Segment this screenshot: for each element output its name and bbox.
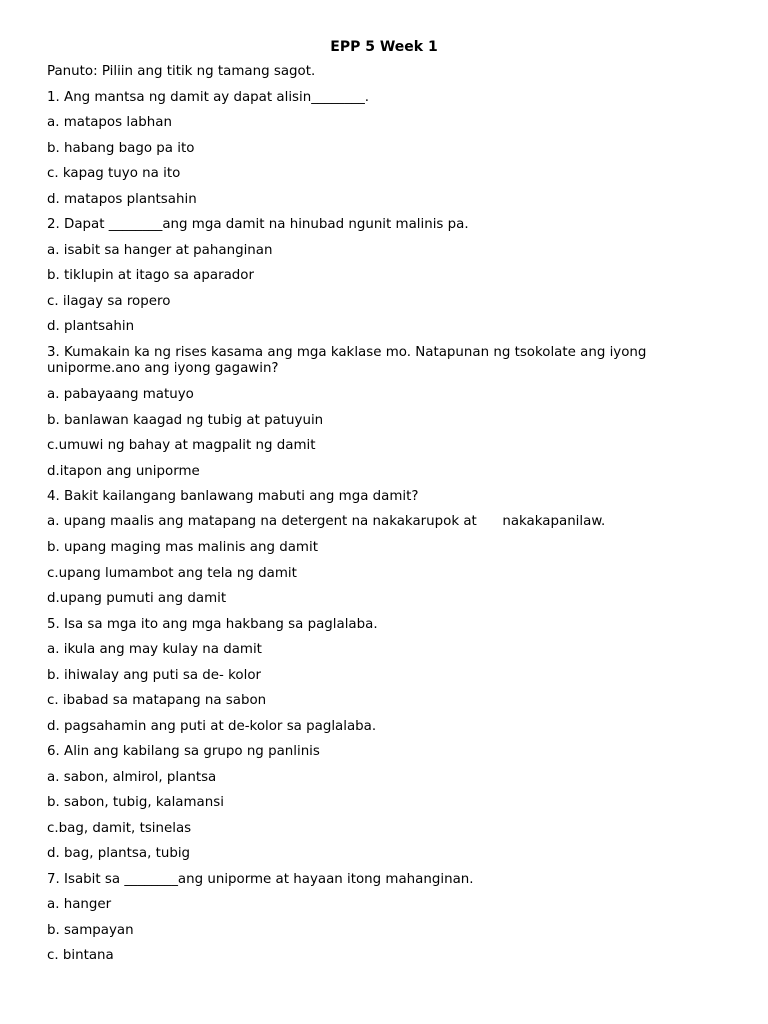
choice-5a: a. ikula ang may kulay na damit bbox=[47, 642, 262, 657]
choice-4b: b. upang maging mas malinis ang damit bbox=[47, 540, 318, 555]
choice-7b: b. sampayan bbox=[47, 923, 134, 938]
question-2: 2. Dapat ________ang mga damit na hinubad ngunit malinis pa. bbox=[47, 217, 469, 232]
choice-6a: a. sabon, almirol, plantsa bbox=[47, 770, 217, 785]
choice-1d: d. matapos plantsahin bbox=[47, 192, 197, 207]
choice-6b: b. sabon, tubig, kalamansi bbox=[47, 795, 224, 810]
choice-1c: c. kapag tuyo na ito bbox=[47, 166, 181, 181]
choice-1a: a. matapos labhan bbox=[47, 115, 172, 130]
question-1: 1. Ang mantsa ng damit ay dapat alisin________. bbox=[47, 90, 370, 105]
choice-7c: c. bintana bbox=[47, 948, 114, 963]
choice-2c: c. ilagay sa ropero bbox=[47, 294, 171, 309]
question-7: 7. Isabit sa ________ang uniporme at hayaan itong mahanginan. bbox=[47, 872, 474, 887]
choice-2d: d. plantsahin bbox=[47, 319, 135, 334]
choice-1b: b. habang bago pa ito bbox=[47, 141, 195, 156]
choice-2a: a. isabit sa hanger at pahanginan bbox=[47, 243, 273, 258]
choice-2b: b. tiklupin at itago sa aparador bbox=[47, 268, 255, 283]
choice-3d: d.itapon ang uniporme bbox=[47, 464, 200, 479]
choice-3c: c.umuwi ng bahay at magpalit ng damit bbox=[47, 438, 316, 453]
choice-3b: b. banlawan kaagad ng tubig at patuyuin bbox=[47, 413, 324, 428]
question-4: 4. Bakit kailangang banlawang mabuti ang mga damit? bbox=[47, 489, 419, 504]
choice-4d: d.upang pumuti ang damit bbox=[47, 591, 227, 606]
question-5: 5. Isa sa mga ito ang mga hakbang sa paglalaba. bbox=[47, 617, 378, 632]
choice-6c: c.bag, damit, tsinelas bbox=[47, 821, 192, 836]
choice-5c: c. ibabad sa matapang na sabon bbox=[47, 693, 267, 708]
choice-5b: b. ihiwalay ang puti sa de- kolor bbox=[47, 668, 262, 683]
document-title: EPP 5 Week 1 bbox=[330, 39, 438, 55]
question-3: 3. Kumakain ka ng rises kasama ang mga kaklase mo. Natapunan ng tsokolate ang iyong uniporme.ano ang iyong gagawin? bbox=[47, 345, 647, 376]
choice-4a: a. upang maalis ang matapang na detergent na nakakarupok at nakakapanilaw. bbox=[47, 514, 606, 529]
instructions: Panuto: Piliin ang titik ng tamang sagot. bbox=[47, 64, 316, 79]
choice-7a: a. hanger bbox=[47, 897, 112, 912]
choice-6d: d. bag, plantsa, tubig bbox=[47, 846, 191, 861]
question-6: 6. Alin ang kabilang sa grupo ng panlinis bbox=[47, 744, 320, 759]
choice-4c: c.upang lumambot ang tela ng damit bbox=[47, 566, 297, 581]
choice-3a: a. pabayaang matuyo bbox=[47, 387, 194, 402]
choice-5d: d. pagsahamin ang puti at de-kolor sa paglalaba. bbox=[47, 719, 377, 734]
